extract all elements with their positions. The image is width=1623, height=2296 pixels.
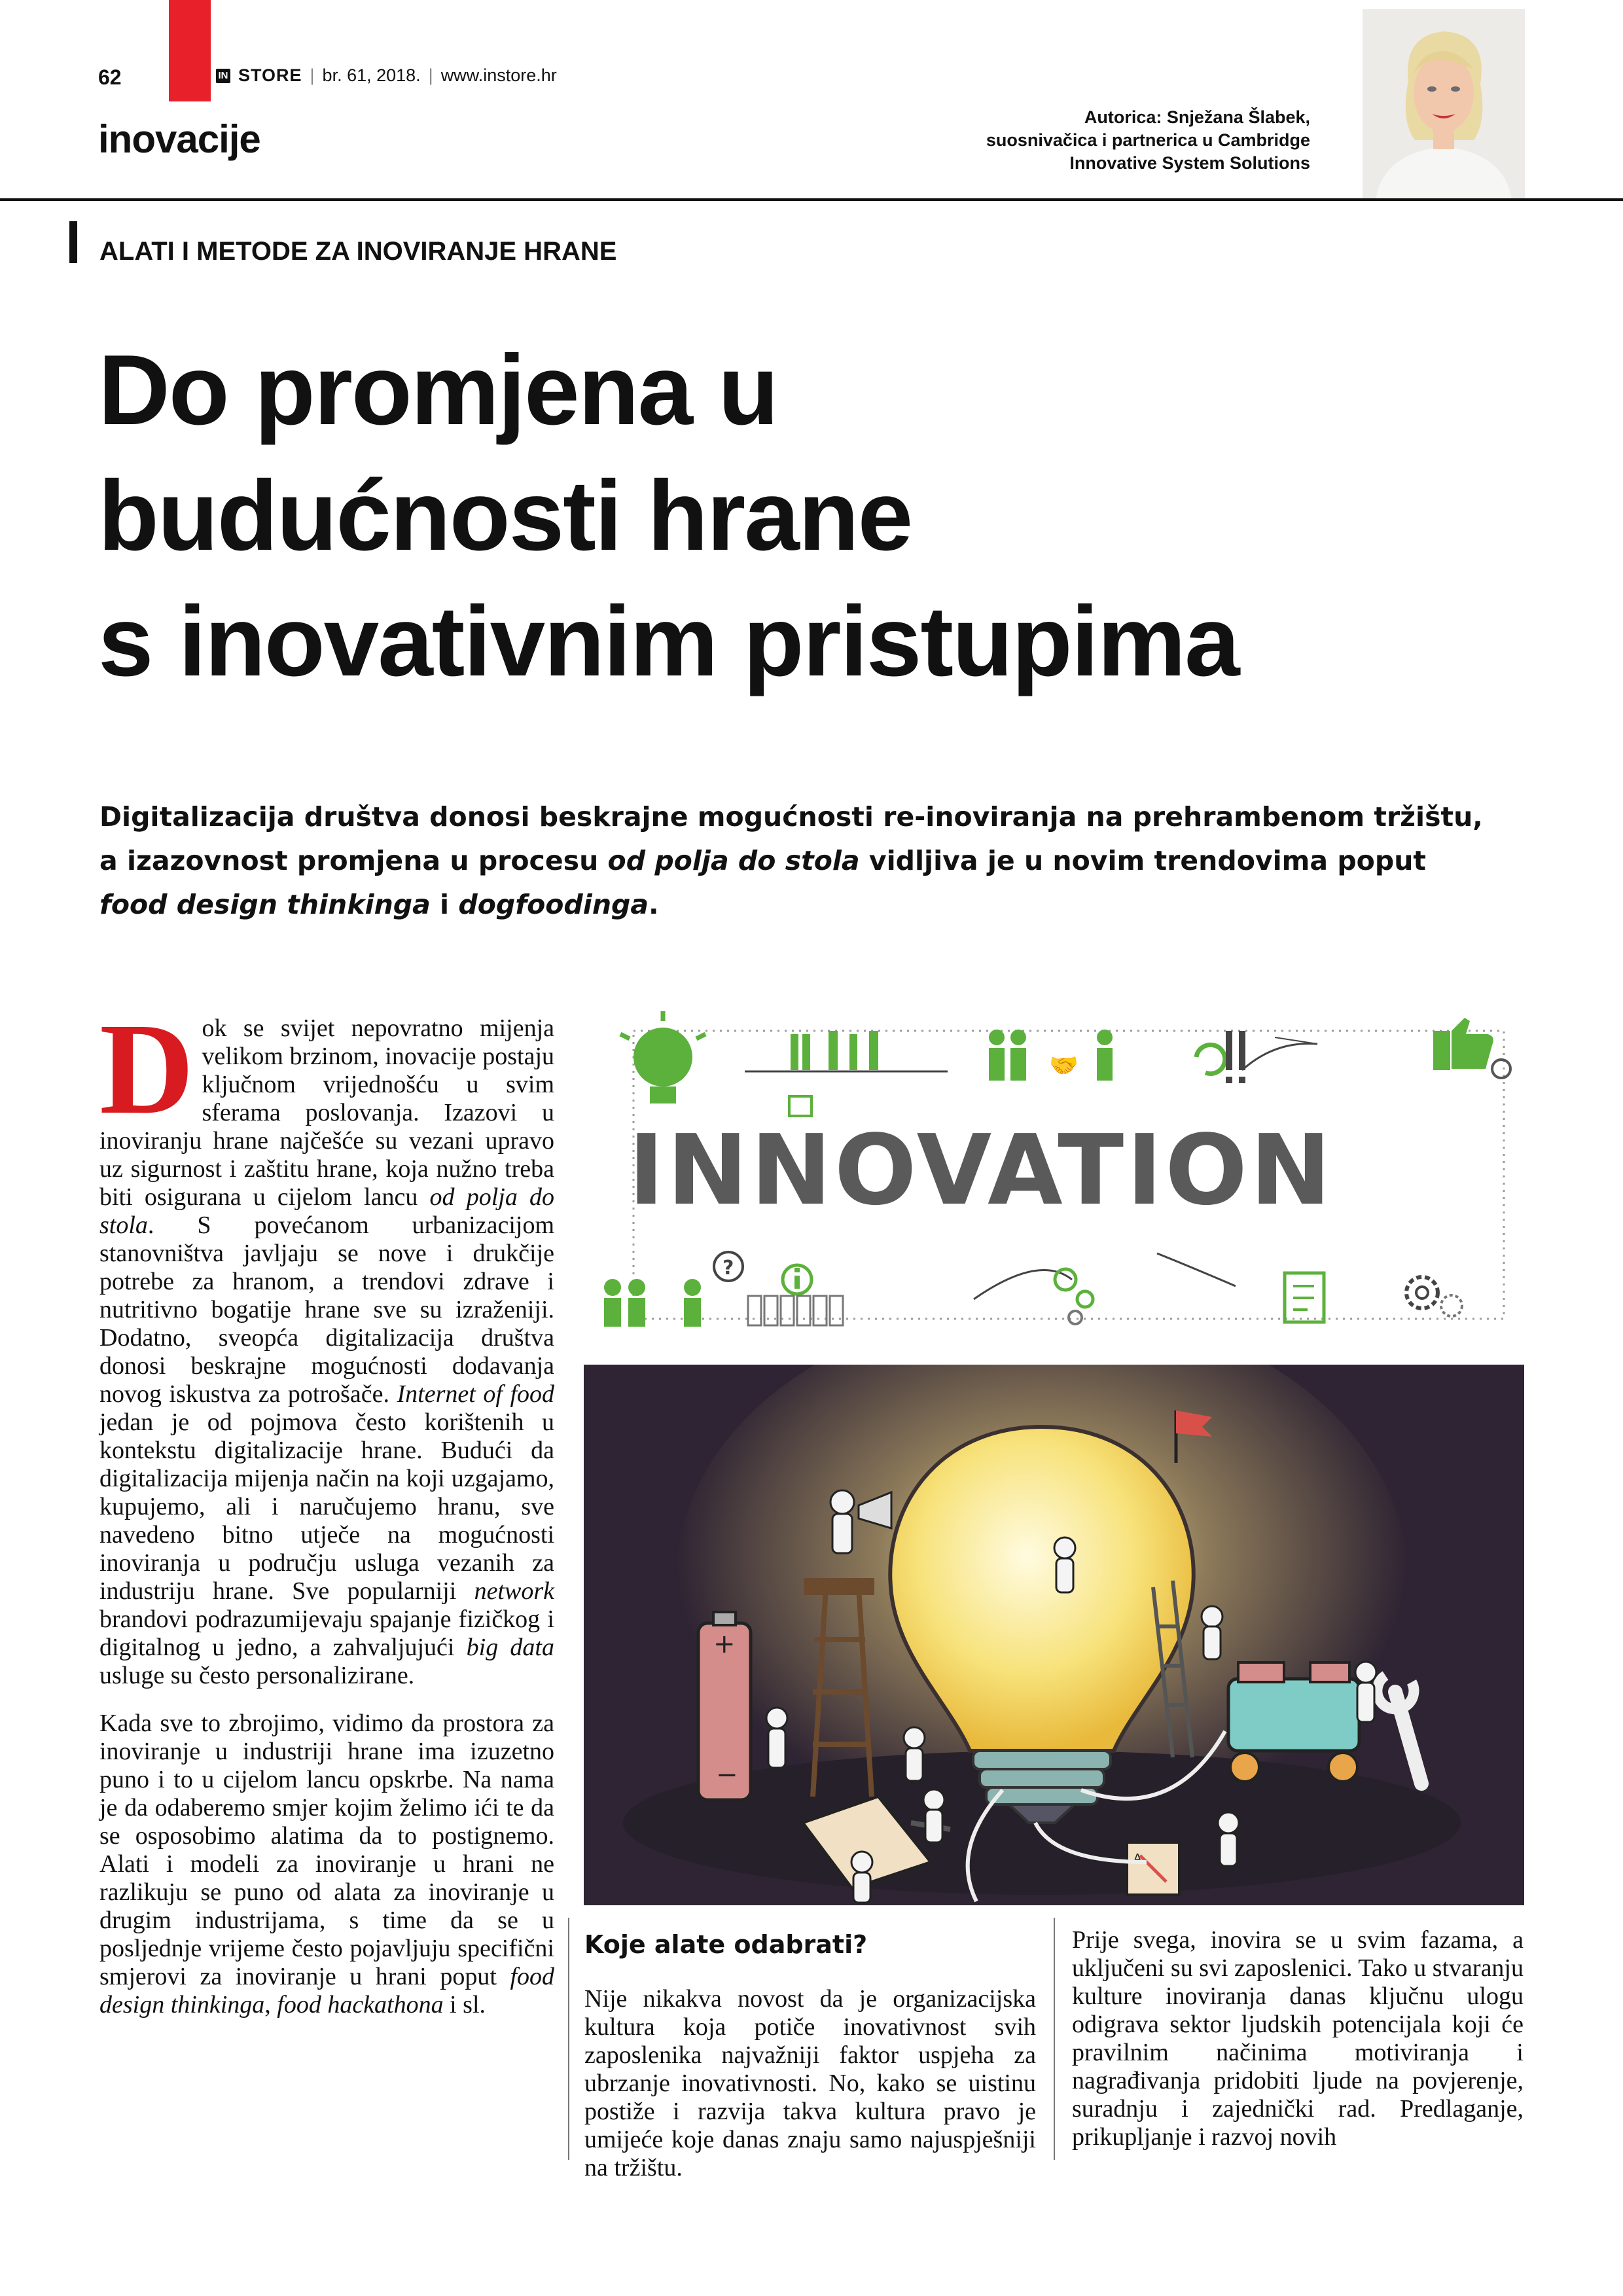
brand-logo: STORE bbox=[238, 65, 302, 85]
in-badge: IN bbox=[216, 69, 230, 83]
column-divider bbox=[1054, 1918, 1055, 2160]
lightbulb-illustration bbox=[584, 1365, 1524, 1905]
svg-text:−: − bbox=[716, 1760, 738, 1790]
svg-text:?: ? bbox=[722, 1257, 734, 1280]
author-portrait bbox=[1363, 9, 1525, 200]
subheading: Koje alate odabrati? bbox=[584, 1930, 868, 1959]
info-icon bbox=[783, 1265, 812, 1294]
author-line: Innovative System Solutions bbox=[1069, 153, 1310, 173]
column-divider bbox=[568, 1918, 569, 2160]
thumbs-up-icon bbox=[1433, 1018, 1493, 1070]
section-title: inovacije bbox=[98, 117, 260, 161]
svg-text:+: + bbox=[713, 1629, 736, 1659]
gauge-label: A bbox=[1133, 1852, 1142, 1865]
body-column-1 bbox=[99, 997, 555, 2039]
body-paragraph: Dok se svijet nepovratno mijenja velikom brzinom, inovacije postaju ključnom vrijednošću u svim sferama poslovanja. Izazovi u inoviranju hrane najčešće su vezani upravo uz sigurnost i zaštitu hrane, koja nužno treba biti osigurana u cijelom lancu od polja do stola. S povećanom urbanizacijom stanovništva javljaju se nove i drukčije potrebe za hranom, a trendovi zdrave i nutritivno bogatije hrane sve su izraženiji. Dodatno, sveopća digitalizacija društva donosi beskrajne mogućnosti dodavanja novog iskustva za potrošače. Internet of food jedan je od pojmova često korištenih u kontekstu digitalizacije hrane. Budući da digitalizacija mijenja način na koji uzgajamo, kupujemo, ali i naručujemo hranu, sve navedeno bitno utječe na mogućnosti inoviranja u području usluga vezanih za industriju hrane. Sve popularniji network brandovi podrazumijevaju spajanje fizičkog i digitalnog u jedno, a zahvaljujući big data usluge su često personalizirane. bbox=[99, 997, 555, 1689]
lead-line: Digitalizacija društva donosi beskrajne mogućnosti re-inoviranja na prehrambenom tržištu, bbox=[99, 801, 1483, 833]
body-column-2 bbox=[584, 1931, 1036, 2182]
author-line: suosnivačica i partnerica u Cambridge bbox=[986, 130, 1310, 150]
title-line: Do promjena u bbox=[98, 334, 778, 446]
body-paragraph: Prije svega, inovira se u svim fazama, a uključeni su svi zaposlenici. Tako u stvaranju kulture inoviranja danas ključnu ulogu odigrava sektor ljudskih potencijala koji će pravilnim načinima motiviranja i nagrađivanja pridobiti ljude na povjerenje, suradnju i zajednički rad. Predlaganje, prikupljanje i razvoj novih bbox=[1072, 1926, 1524, 2151]
body-paragraph: Nije nikakva novost da je organizacijska kultura koja potiče inovativnost svih zaposlenika najvažniji faktor uspjeha za ubrzanje inovativnosti. No, kako se uistinu postiže i razvija takva kultura pravo je umijeće koje danas znaju samo najuspješniji na tržištu. bbox=[584, 1985, 1036, 2181]
gear-icon bbox=[1055, 1269, 1093, 1324]
body-column-3 bbox=[1072, 1926, 1524, 2151]
kicker-bar bbox=[69, 221, 77, 263]
body-paragraph: Kada sve to zbrojimo, vidimo da prostora za inoviranje u industriji hrane ima izuzetno puno i to u cijelom lancu opskrbe. Na nama je da odaberemo smjer kojim želimo ići te da se osposobimo alatima da to postignemo. Alati i modeli za inoviranje u hrani ne razlikuju se puno od alata za inoviranje u drugim industrijama, s time da se u posljednje vrijeme često pojavljuju specifični smjerovi za inoviranje u hrani poput food design thinkinga, food hackathona i sl. bbox=[99, 1710, 554, 2018]
separator: | bbox=[428, 65, 433, 85]
question-icon bbox=[714, 1252, 743, 1281]
checklist-icon bbox=[1285, 1273, 1324, 1322]
article-kicker: ALATI I METODE ZA INOVIRANJE HRANE bbox=[99, 237, 617, 266]
title-line: s inovativnim pristupima bbox=[98, 586, 1239, 697]
magazine-info bbox=[216, 65, 557, 86]
lead-line: a izazovnost promjena u procesu od polja do stola vidljiva je u novim trendovima poput bbox=[99, 845, 1426, 876]
website-link[interactable]: www.instore.hr bbox=[440, 65, 557, 85]
article-lead bbox=[99, 795, 1526, 927]
separator: | bbox=[310, 65, 315, 85]
lead-line: food design thinkinga i dogfoodinga. bbox=[99, 889, 659, 920]
header-divider bbox=[0, 198, 1623, 201]
author-line: Autorica: Snježana Šlabek, bbox=[1084, 107, 1310, 127]
drop-cap: D bbox=[99, 997, 194, 1141]
svg-text:🤝: 🤝 bbox=[1049, 1052, 1079, 1079]
innovation-wordmark: INNOVATION bbox=[628, 1114, 1334, 1227]
title-line: budućnosti hrane bbox=[98, 460, 912, 571]
page-number: 62 bbox=[98, 65, 122, 89]
issue-info: br. 61, 2018. bbox=[322, 65, 421, 85]
author-credit bbox=[986, 106, 1310, 175]
article-title bbox=[98, 327, 1538, 704]
section-color-tab bbox=[169, 0, 211, 101]
